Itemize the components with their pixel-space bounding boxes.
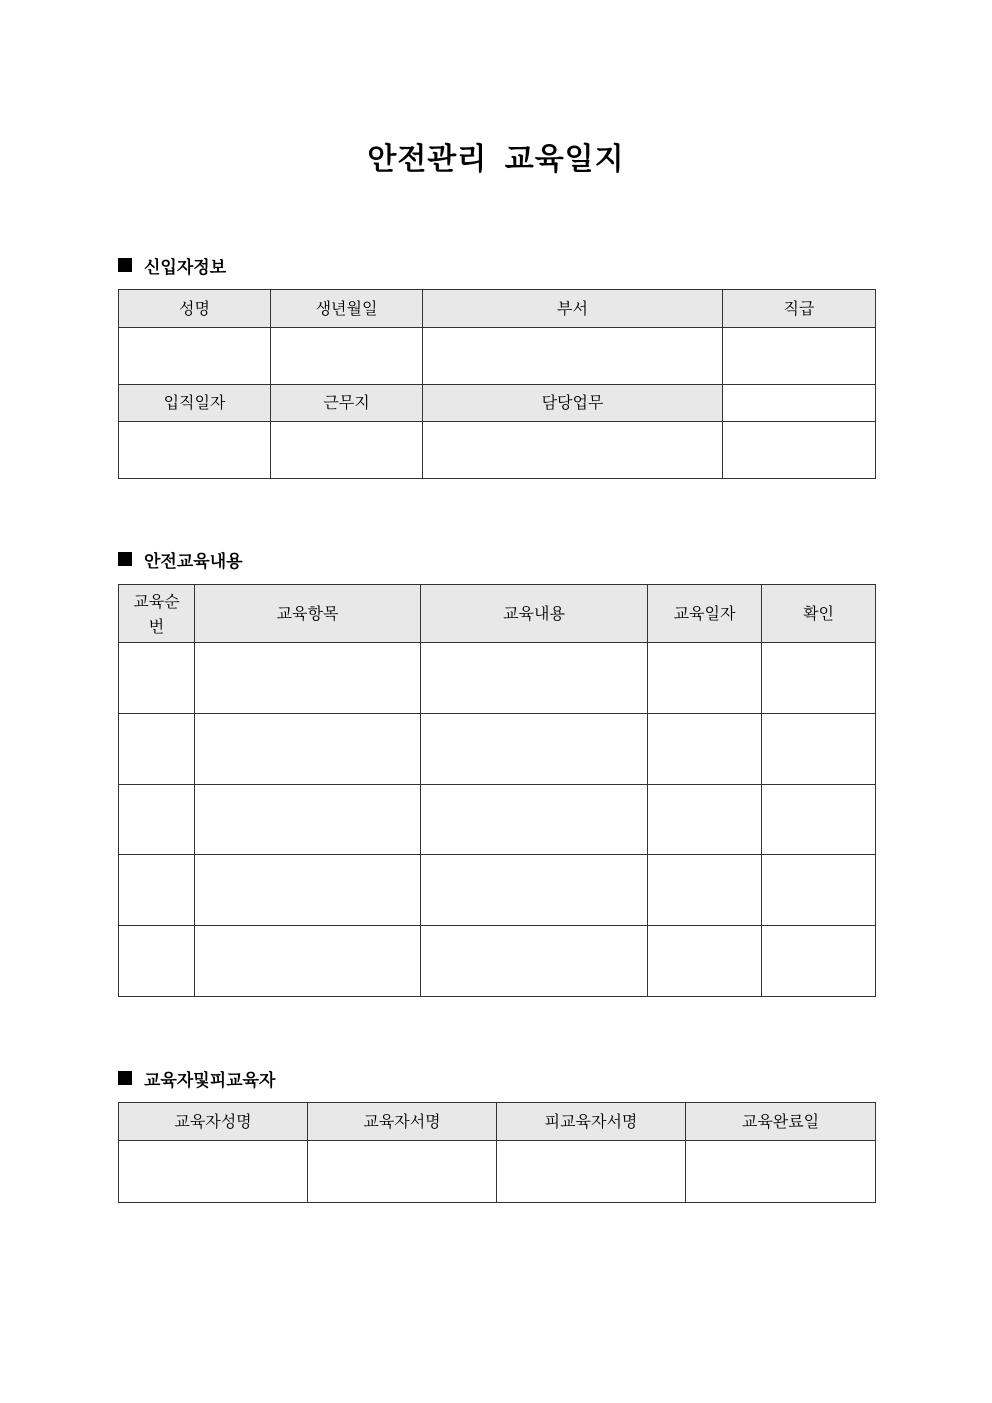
section-heading-label: 신입자정보 [144, 257, 227, 278]
sequence-cell[interactable] [119, 643, 195, 714]
safety-education-table [118, 584, 876, 997]
extra-input-cell[interactable] [723, 422, 876, 479]
input-row [119, 328, 876, 385]
trainee-signature-cell[interactable] [497, 1141, 686, 1203]
hire-date-input-cell[interactable] [119, 422, 271, 479]
workplace-input-cell[interactable] [271, 422, 423, 479]
educator-name-cell[interactable] [119, 1141, 308, 1203]
date-cell[interactable] [648, 785, 762, 855]
header-cell-workplace: 근무지 [271, 385, 423, 422]
input-row [119, 1141, 876, 1203]
header-cell-duties: 담당업무 [423, 385, 723, 422]
section-heading-educators [118, 1066, 275, 1090]
header-cell-educator-name: 교육자성명 [119, 1103, 308, 1141]
item-cell[interactable] [195, 643, 421, 714]
blank-cell [723, 385, 876, 422]
section-heading-label: 안전교육내용 [144, 551, 243, 572]
header-cell-hire-date: 입직일자 [119, 385, 271, 422]
header-cell-confirm: 확인 [762, 585, 876, 643]
confirm-cell[interactable] [762, 785, 876, 855]
header-cell-educator-signature: 교육자서명 [308, 1103, 497, 1141]
date-cell[interactable] [648, 855, 762, 926]
item-cell[interactable] [195, 855, 421, 926]
content-cell[interactable] [421, 643, 648, 714]
header-cell-birthdate: 생년월일 [271, 290, 423, 328]
department-input-cell[interactable] [423, 328, 723, 385]
completion-date-cell[interactable] [686, 1141, 876, 1203]
table-header-row [119, 385, 876, 422]
content-cell[interactable] [421, 785, 648, 855]
date-cell[interactable] [648, 643, 762, 714]
educator-signature-cell[interactable] [308, 1141, 497, 1203]
confirm-cell[interactable] [762, 714, 876, 785]
item-cell[interactable] [195, 926, 421, 997]
content-cell[interactable] [421, 926, 648, 997]
date-cell[interactable] [648, 714, 762, 785]
item-cell[interactable] [195, 714, 421, 785]
header-cell-content: 교육내용 [421, 585, 648, 643]
duties-input-cell[interactable] [423, 422, 723, 479]
header-cell-position: 직급 [723, 290, 876, 328]
square-bullet-icon [118, 258, 132, 272]
table-row [119, 855, 876, 926]
sequence-cell[interactable] [119, 785, 195, 855]
square-bullet-icon [118, 1071, 132, 1085]
table-row [119, 785, 876, 855]
section-heading-new-employee [118, 253, 226, 277]
sequence-cell[interactable] [119, 714, 195, 785]
sequence-cell[interactable] [119, 855, 195, 926]
section-heading-label: 교육자및피교육자 [144, 1070, 276, 1091]
table-row [119, 643, 876, 714]
document-title: 안전관리 교육일지 [367, 142, 625, 177]
content-cell[interactable] [421, 714, 648, 785]
date-cell[interactable] [648, 926, 762, 997]
content-cell[interactable] [421, 855, 648, 926]
new-employee-table [118, 289, 876, 479]
position-input-cell[interactable] [723, 328, 876, 385]
confirm-cell[interactable] [762, 926, 876, 997]
header-cell-trainee-signature: 피교육자서명 [497, 1103, 686, 1141]
header-cell-name: 성명 [119, 290, 271, 328]
item-cell[interactable] [195, 785, 421, 855]
header-cell-department: 부서 [423, 290, 723, 328]
table-header-row [119, 1103, 876, 1141]
input-row [119, 422, 876, 479]
table-row [119, 926, 876, 997]
square-bullet-icon [118, 552, 132, 566]
table-header-row [119, 585, 876, 643]
header-cell-completion-date: 교육완료일 [686, 1103, 876, 1141]
section-heading-safety-education [118, 547, 243, 571]
educators-table [118, 1102, 876, 1203]
name-input-cell[interactable] [119, 328, 271, 385]
header-cell-sequence-text: 교육순번 [133, 591, 180, 636]
header-cell-sequence [119, 585, 195, 643]
table-header-row [119, 290, 876, 328]
sequence-cell[interactable] [119, 926, 195, 997]
confirm-cell[interactable] [762, 855, 876, 926]
confirm-cell[interactable] [762, 643, 876, 714]
birthdate-input-cell[interactable] [271, 328, 423, 385]
table-row [119, 714, 876, 785]
header-cell-item: 교육항목 [195, 585, 421, 643]
header-cell-date: 교육일자 [648, 585, 762, 643]
